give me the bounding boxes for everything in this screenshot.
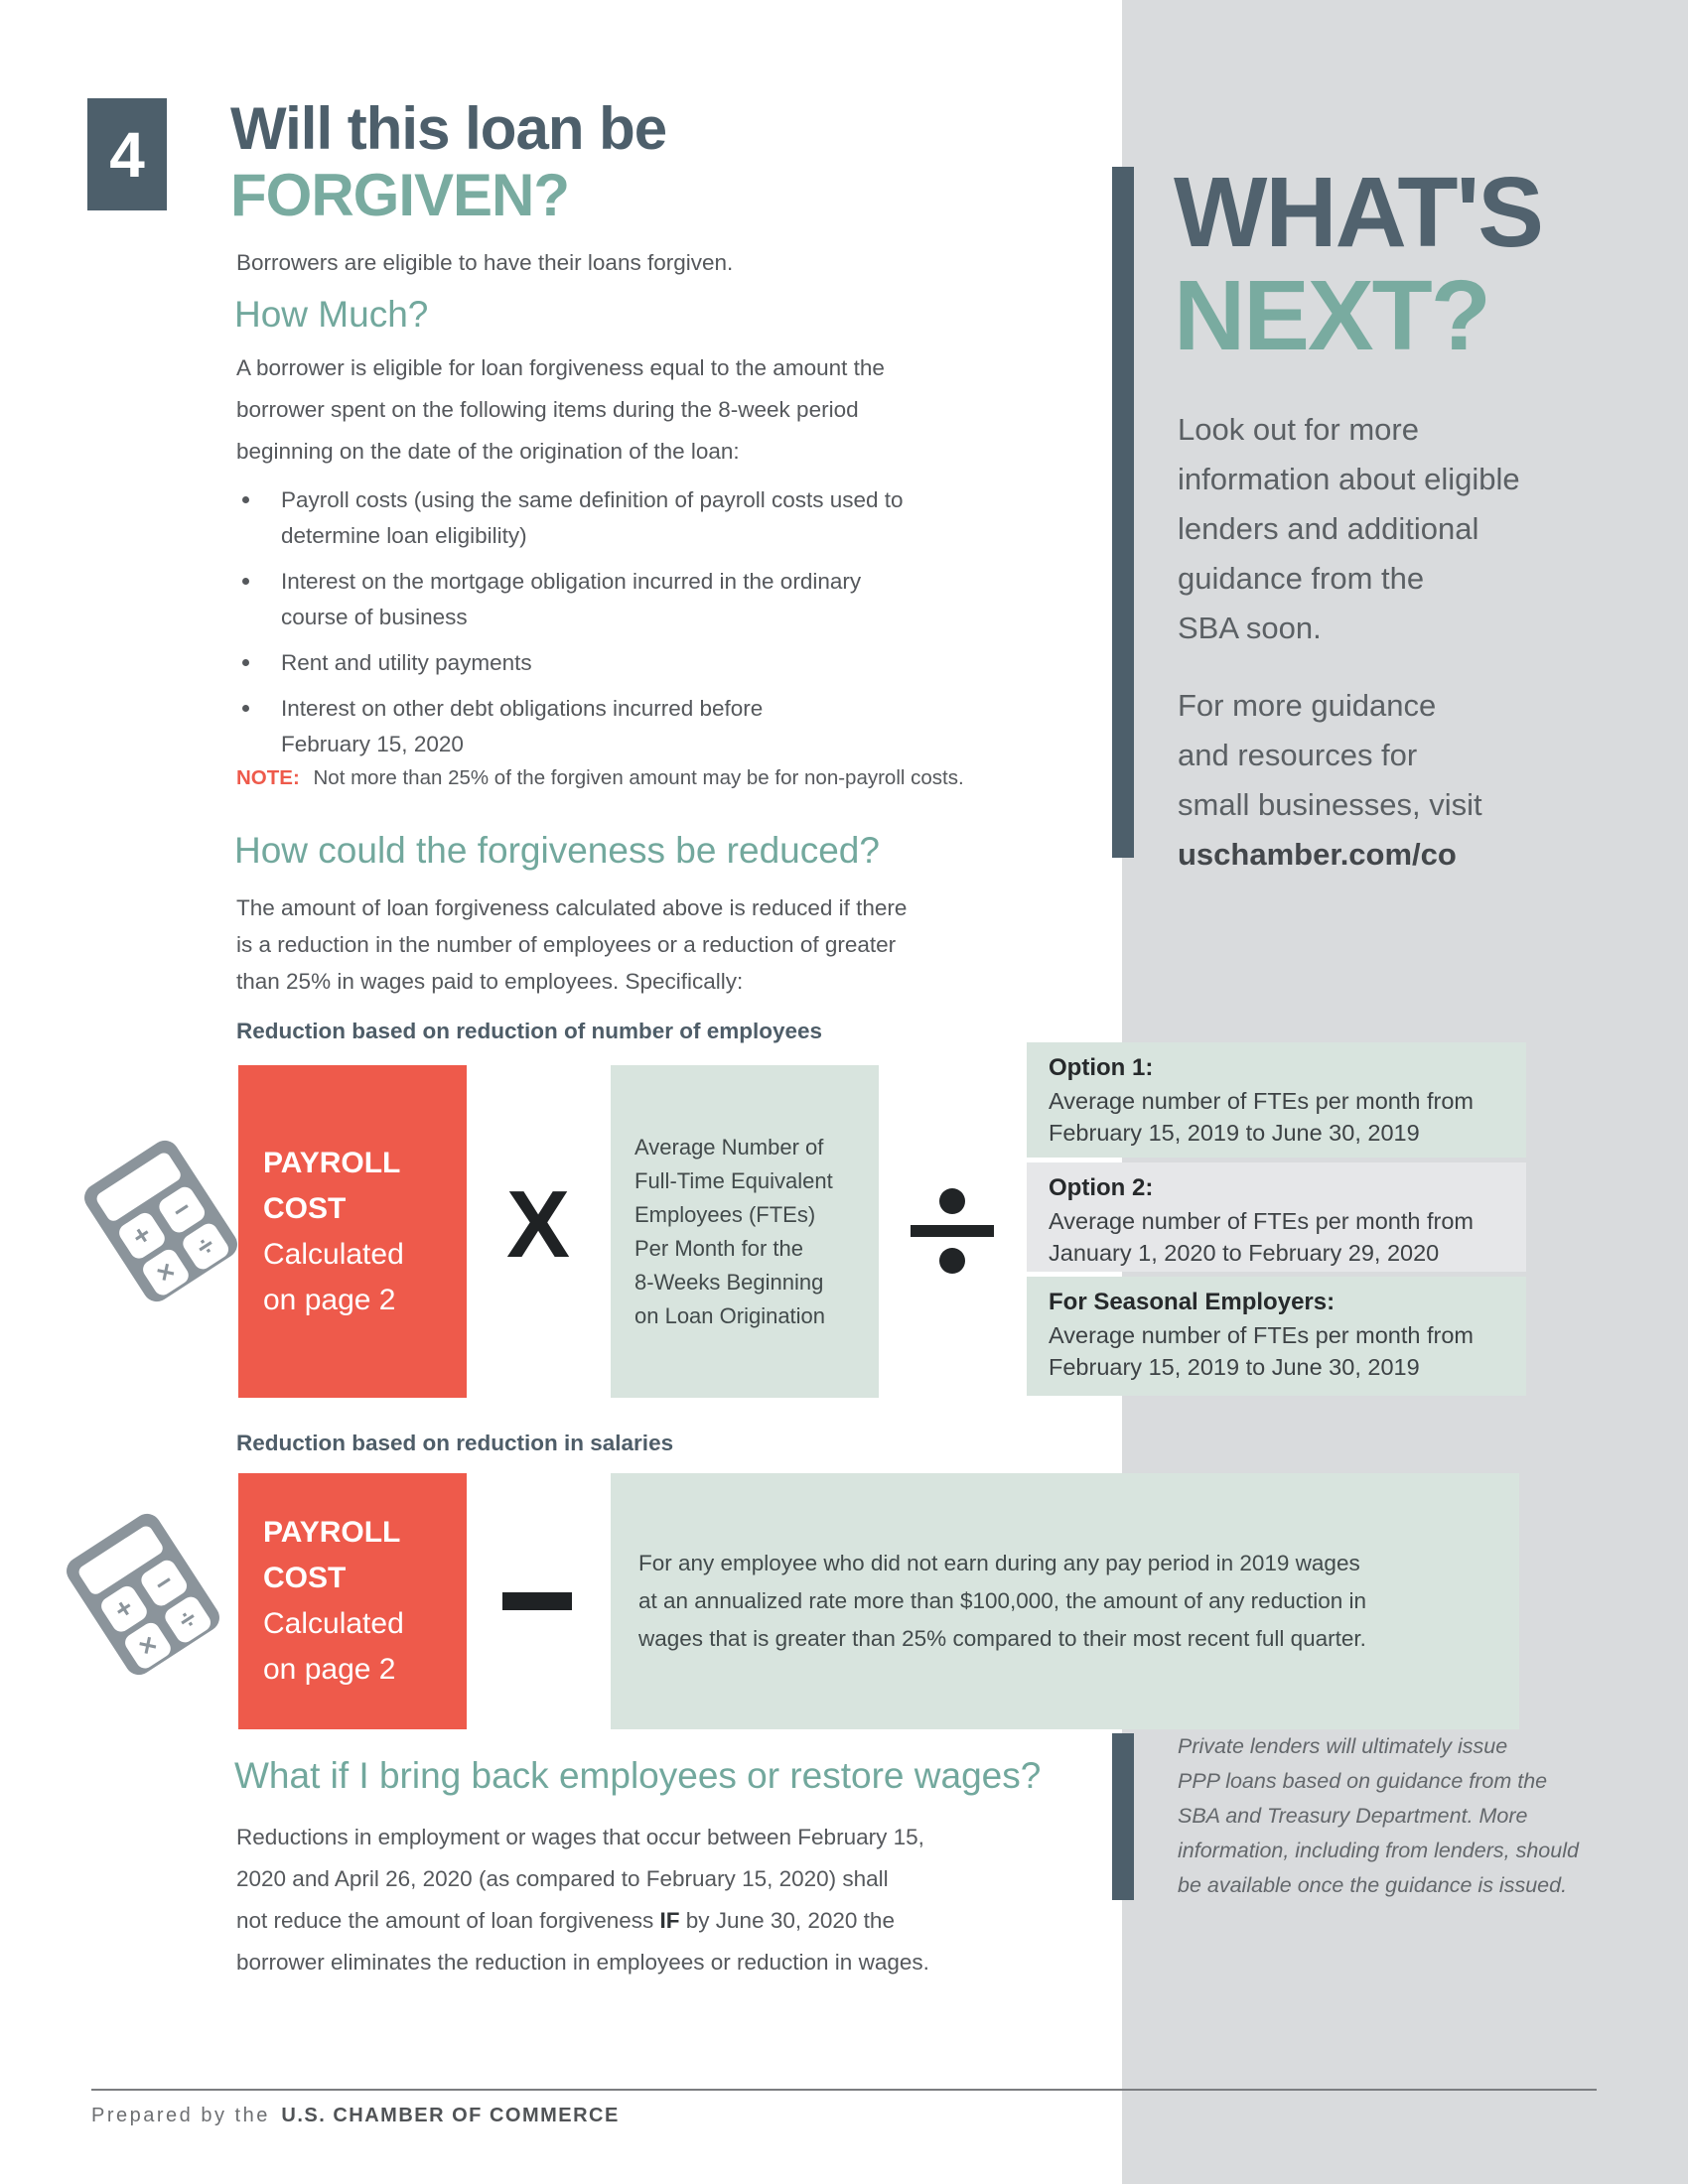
- text-line: The amount of loan forgiveness calculated above is reduced if there: [236, 895, 908, 920]
- step-number-badge: [87, 98, 167, 210]
- fte-average-box: [611, 1065, 879, 1398]
- text-line: Interest on other debt obligations incurred before: [281, 696, 764, 721]
- list-item: [242, 645, 904, 681]
- sidebar-italic-note: [1178, 1729, 1579, 1903]
- text-line: For any employee who did not earn during any pay period in 2019 wages: [638, 1551, 1360, 1575]
- text-line: borrower eliminates the reduction in employees or reduction in wages.: [236, 1950, 929, 1975]
- text-line: Per Month for the: [634, 1235, 803, 1261]
- page-title-line2: FORGIVEN?: [230, 162, 570, 228]
- divide-icon-dot: [939, 1248, 965, 1274]
- option-title: For Seasonal Employers:: [1049, 1289, 1336, 1315]
- text-line: Look out for more: [1178, 412, 1419, 447]
- bring-back-paragraph: [236, 1817, 929, 1983]
- text-segment: not reduce the amount of loan forgiveness: [236, 1908, 660, 1933]
- text-line: Private lenders will ultimately issue: [1178, 1734, 1508, 1758]
- option-title: Option 1:: [1049, 1054, 1154, 1081]
- text-line: lenders and additional: [1178, 511, 1479, 546]
- divide-icon: [911, 1188, 994, 1274]
- plus-button-icon: +: [116, 1209, 169, 1262]
- text-line: than 25% in wages paid to employees. Specifically:: [236, 969, 744, 994]
- text-line: is a reduction in the number of employees or a reduction of greater: [236, 932, 897, 957]
- calculator-icon: [107, 1154, 220, 1290]
- uschamber-link[interactable]: uschamber.com/co: [1178, 837, 1457, 872]
- text-line: Average Number of: [634, 1134, 824, 1160]
- heading-how-much: How Much?: [234, 294, 429, 335]
- option-title: Option 2:: [1049, 1174, 1154, 1201]
- note-callout: [236, 766, 964, 790]
- seasonal-employers-box: [1027, 1277, 1526, 1396]
- text-line: [236, 1900, 929, 1942]
- list-item-text: [281, 564, 861, 635]
- text-line: For more guidance: [1178, 688, 1437, 723]
- divide-button-icon: ÷: [162, 1593, 214, 1646]
- eligible-items-list: [242, 482, 904, 772]
- text-line: PAYROLL: [263, 1516, 401, 1549]
- sidebar-accent-bar: [1112, 167, 1134, 858]
- footer: [91, 2105, 620, 2127]
- text-line: COST: [263, 1191, 347, 1225]
- divide-icon-bar: [911, 1225, 994, 1237]
- footer-prefix: Prepared by the: [91, 2105, 270, 2126]
- sidebar-paragraph-2: [1178, 681, 1482, 880]
- list-item-text: [281, 645, 532, 681]
- divide-icon-dot: [939, 1188, 965, 1214]
- payroll-cost-box: [238, 1473, 467, 1729]
- text-line: Calculated: [263, 1607, 404, 1640]
- page-title: [230, 95, 666, 228]
- text-line: PAYROLL: [263, 1146, 401, 1179]
- text-line: course of business: [281, 605, 468, 629]
- text-line: Average number of FTEs per month from: [1049, 1208, 1474, 1234]
- minus-icon: [502, 1592, 572, 1610]
- option-2-box: [1027, 1162, 1526, 1272]
- text-line: February 15, 2019 to June 30, 2019: [1049, 1120, 1420, 1146]
- footer-organization: U.S. CHAMBER OF COMMERCE: [281, 2105, 620, 2126]
- whats-next-line1: WHAT'S: [1174, 157, 1542, 268]
- list-item: [242, 564, 904, 635]
- text-line: on page 2: [263, 1283, 396, 1316]
- text-line: information, including from lenders, should: [1178, 1839, 1579, 1862]
- text-line: borrower spent on the following items during the 8-week period: [236, 397, 859, 422]
- bullet-icon: [242, 578, 249, 585]
- note-label: NOTE:: [236, 766, 300, 789]
- how-much-paragraph: [236, 347, 885, 473]
- text-line: PPP loans based on guidance from the: [1178, 1769, 1548, 1793]
- text-line: 2020 and April 26, 2020 (as compared to February 15, 2020) shall: [236, 1866, 889, 1891]
- text-line: determine loan eligibility): [281, 523, 527, 548]
- heading-bring-back: What if I bring back employees or restore wages?: [234, 1755, 1042, 1796]
- plus-button-icon: +: [98, 1582, 151, 1635]
- minus-button-icon: −: [156, 1183, 209, 1236]
- minus-button-icon: −: [138, 1557, 191, 1609]
- text-line: and resources for: [1178, 738, 1418, 772]
- whats-next-line2: NEXT?: [1174, 260, 1489, 371]
- if-emphasis: IF: [659, 1908, 680, 1933]
- multiply-button-icon: ×: [122, 1619, 175, 1672]
- text-line: guidance from the: [1178, 561, 1425, 596]
- employees-reduction-label: Reduction based on reduction of number of employees: [236, 1019, 823, 1043]
- list-item: [242, 482, 904, 554]
- whats-next-heading: [1174, 157, 1542, 371]
- divide-button-icon: ÷: [180, 1220, 232, 1273]
- text-line: Average number of FTEs per month from: [1049, 1088, 1474, 1114]
- text-line: January 1, 2020 to February 29, 2020: [1049, 1240, 1440, 1266]
- footer-divider: [91, 2089, 1597, 2091]
- text-line: A borrower is eligible for loan forgiveness equal to the amount the: [236, 355, 885, 380]
- salary-reduction-box: [611, 1473, 1519, 1729]
- text-line: Rent and utility payments: [281, 650, 532, 675]
- text-line: 8-Weeks Beginning: [634, 1269, 824, 1295]
- calculator-icon-body: [62, 1509, 225, 1681]
- text-line: information about eligible: [1178, 462, 1520, 496]
- page-title-line1: Will this loan be: [230, 95, 667, 162]
- text-line: wages that is greater than 25% compared to their most recent full quarter.: [638, 1626, 1366, 1651]
- text-line: February 15, 2020: [281, 732, 464, 756]
- text-line: on Loan Origination: [634, 1302, 826, 1328]
- text-line: SBA and Treasury Department. More: [1178, 1804, 1528, 1828]
- text-line: February 15, 2019 to June 30, 2019: [1049, 1354, 1420, 1380]
- multiply-icon: X: [505, 1171, 571, 1278]
- text-line: Full-Time Equivalent: [634, 1167, 833, 1193]
- bullet-icon: [242, 705, 249, 712]
- calculator-icon-body: [79, 1136, 243, 1307]
- payroll-cost-box: [238, 1065, 467, 1398]
- salaries-reduction-label: Reduction based on reduction in salaries: [236, 1431, 674, 1455]
- text-line: Interest on the mortgage obligation incurred in the ordinary: [281, 569, 862, 594]
- option-1-box: [1027, 1042, 1526, 1158]
- note-accent-bar: [1112, 1733, 1134, 1900]
- text-line: on page 2: [263, 1653, 396, 1686]
- sidebar-paragraph-1: [1178, 405, 1520, 653]
- text-segment: by June 30, 2020 the: [679, 1908, 895, 1933]
- bullet-icon: [242, 659, 249, 666]
- text-line: COST: [263, 1562, 347, 1594]
- forgiveness-reduced-paragraph: [236, 889, 907, 1000]
- calculator-icon: [89, 1527, 203, 1663]
- list-item-text: [281, 691, 763, 762]
- text-line: beginning on the date of the origination of the loan:: [236, 439, 740, 464]
- list-item-text: [281, 482, 904, 554]
- bullet-icon: [242, 496, 249, 503]
- text-line: small businesses, visit: [1178, 787, 1482, 822]
- text-line: Calculated: [263, 1237, 404, 1271]
- text-line: Average number of FTEs per month from: [1049, 1322, 1474, 1348]
- text-line: at an annualized rate more than $100,000, the amount of any reduction in: [638, 1588, 1367, 1613]
- list-item: [242, 691, 904, 762]
- intro-text: Borrowers are eligible to have their loans forgiven.: [236, 250, 734, 275]
- text-line: Reductions in employment or wages that occur between February 15,: [236, 1825, 924, 1849]
- text-line: SBA soon.: [1178, 611, 1322, 645]
- note-text: Not more than 25% of the forgiven amount may be for non-payroll costs.: [313, 766, 964, 789]
- text-line: Employees (FTEs): [634, 1201, 816, 1227]
- text-line: Payroll costs (using the same definition of payroll costs used to: [281, 487, 904, 512]
- text-line: be available once the guidance is issued.: [1178, 1873, 1568, 1897]
- heading-forgiveness-reduced: How could the forgiveness be reduced?: [234, 830, 880, 871]
- multiply-button-icon: ×: [140, 1246, 193, 1298]
- step-number: 4: [109, 118, 145, 191]
